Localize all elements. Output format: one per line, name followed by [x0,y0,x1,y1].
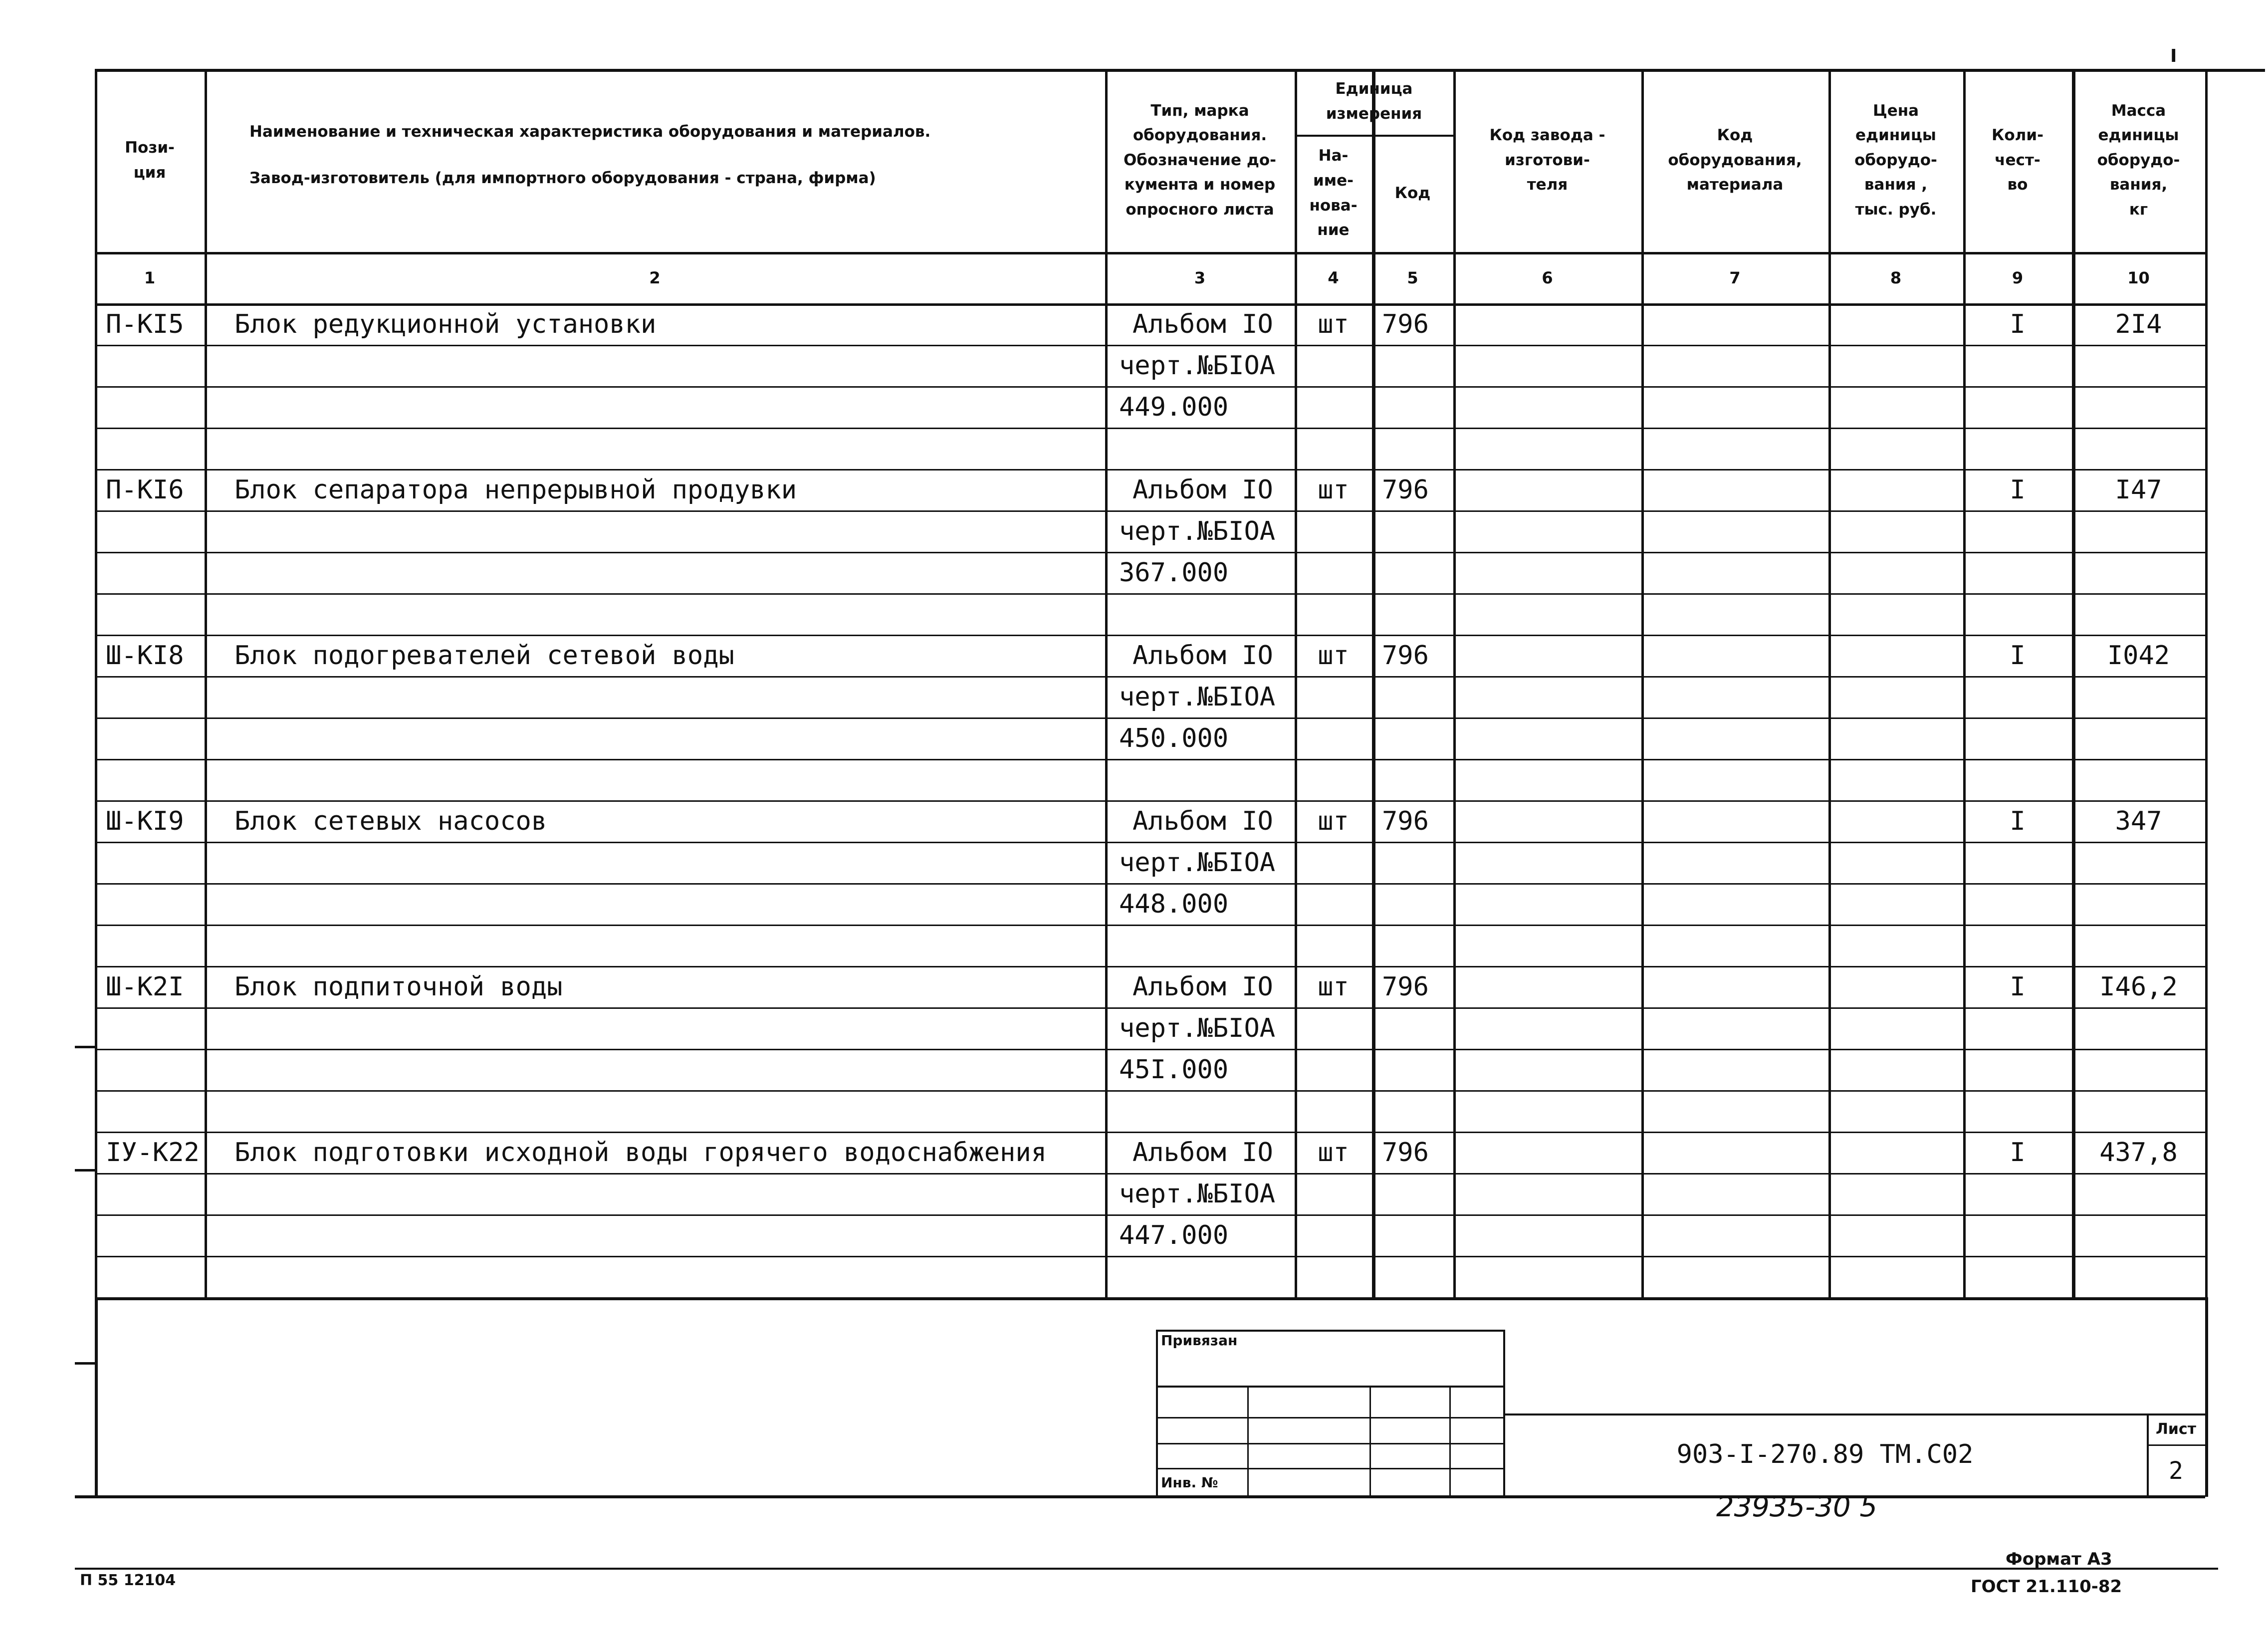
stamp-rule [1369,1386,1371,1495]
item-document: 448.000 [1119,889,1229,919]
item-document: черт.№БIOА [1119,350,1276,381]
header-type-doc: Тип, марка оборудования. Обозначение до- кумента и номер опросного листа [1123,101,1277,219]
item-unit-code: 796 [1382,474,1429,505]
item-document: Альбом IO [1133,640,1273,671]
item-name: Блок сетевых насосов [234,806,547,836]
item-mass: I47 [2115,474,2162,505]
item-unit: шт [1318,806,1349,836]
stamp-privyazan: Привязан [1161,1332,1238,1349]
margin-tick [75,1046,95,1048]
column-number: 10 [2127,268,2150,287]
title-block-right-rule [2205,1297,2208,1497]
item-document: 449.000 [1119,392,1229,422]
item-quantity: I [2010,640,2026,671]
item-position: Ш-К2I [106,971,184,1002]
item-document: Альбом IO [1133,474,1273,505]
row-rule [95,1256,2205,1257]
item-unit-code: 796 [1382,640,1429,671]
stamp-rule [1156,1330,1158,1495]
item-name: Блок подпиточной воды [234,971,563,1002]
item-position: Ш-КI8 [106,640,184,671]
column-number: 4 [1328,268,1339,287]
item-document: черт.№БIOА [1119,1179,1276,1209]
item-position: П-КI5 [106,309,184,339]
header-equipment-code: Код оборудования, материала [1668,126,1802,194]
stamp-rule [1156,1417,1503,1418]
row-rule [95,428,2205,429]
header-unit-name: На- име- нова- ние [1309,147,1358,239]
column-number: 6 [1542,268,1553,287]
header-name: Наименование и техническая характеристика оборудования и материалов. Завод-изготовитель (для импортного оборудования - страна, фирма) [249,123,931,187]
document-designation: 903-I-270.89 ТМ.С02 [1676,1439,1974,1469]
item-quantity: I [2010,1137,2026,1168]
format-label: Формат А3 [2006,1549,2112,1569]
margin-tick [75,1362,95,1365]
column-number: 8 [1890,268,1902,287]
header-manufacturer-code: Код завода - изготови- теля [1489,126,1605,194]
top-rule-extension [2205,69,2265,72]
handwritten-number: 23935-30 5 [1716,1491,1878,1523]
item-unit: шт [1318,1137,1349,1168]
item-unit-code: 796 [1382,309,1429,339]
item-quantity: I [2010,971,2026,1002]
item-document: черт.№БIOА [1119,847,1276,878]
format-rule [75,1568,2218,1570]
item-document: Альбом IO [1133,1137,1273,1168]
header-unit-price: Цена единицы оборудо- вания , тыс. руб. [1854,101,1937,219]
item-document: 367.000 [1119,557,1229,588]
item-document: Альбом IO [1133,971,1273,1002]
header-quantity: Коли- чест- во [1992,126,2043,194]
item-quantity: I [2010,309,2026,339]
item-position: IУ-К22 [106,1137,200,1168]
row-rule [95,925,2205,926]
gost-label: ГОСТ 21.110-82 [1971,1577,2122,1597]
item-document: 447.000 [1119,1220,1229,1250]
item-position: Ш-КI9 [106,806,184,836]
column-number: 7 [1729,268,1741,287]
header-mass: Масса единицы оборудо- вания, кг [2097,101,2180,219]
column-number: 2 [649,268,661,287]
item-quantity: I [2010,806,2026,836]
column-number: 5 [1407,268,1418,287]
item-document: Альбом IO [1133,806,1273,836]
item-document: 450.000 [1119,723,1229,753]
stamp-inv-no: Инв. № [1161,1474,1218,1491]
corner-mark: I [2170,46,2177,66]
item-position: П-КI6 [106,474,184,505]
item-name: Блок сепаратора непрерывной продувки [234,474,797,505]
title-block-top-rule [95,1297,2205,1300]
item-unit-code: 796 [1382,971,1429,1002]
column-number: 3 [1194,268,1206,287]
item-document: Альбом IO [1133,309,1273,339]
sheet-number: 2 [2169,1456,2183,1485]
item-unit-code: 796 [1382,806,1429,836]
item-document: черт.№БIOА [1119,1013,1276,1043]
item-unit: шт [1318,640,1349,671]
stamp-rule [1449,1386,1451,1495]
stamp-rule [1156,1443,1503,1444]
item-unit: шт [1318,309,1349,339]
stamp-rule [1156,1386,1503,1388]
header-unit: Единица измерения [1326,80,1422,123]
item-unit-code: 796 [1382,1137,1429,1168]
item-name: Блок подготовки исходной воды горячего водоснабжения [234,1137,1047,1168]
stamp-rule [1156,1330,1503,1332]
item-quantity: I [2010,474,2026,505]
sheet-label: Лист [2155,1420,2197,1438]
item-name: Блок подогревателей сетевой воды [234,640,734,671]
column-rule [2205,69,2208,1297]
column-number: 9 [2012,268,2024,287]
item-document: черт.№БIOА [1119,682,1276,712]
item-mass: 437,8 [2099,1137,2178,1168]
item-name: Блок редукционной установки [234,309,657,339]
item-mass: 2I4 [2115,309,2162,339]
item-mass: I46,2 [2099,971,2178,1002]
left-code: П 55 12104 [80,1572,176,1589]
item-mass: 347 [2115,806,2162,836]
item-document: черт.№БIOА [1119,516,1276,546]
title-block-left-rule [95,1297,98,1497]
title-block-bottom-rule [75,1495,2205,1498]
row-rule [95,593,2205,595]
row-rule [95,1090,2205,1092]
item-unit: шт [1318,474,1349,505]
header-position: Пози- ция [125,138,175,182]
column-number: 1 [144,268,156,287]
item-unit: шт [1318,971,1349,1002]
margin-tick [75,1169,95,1172]
item-mass: I042 [2107,640,2170,671]
item-document: 45I.000 [1119,1054,1229,1085]
header-unit-code: Код [1394,184,1431,202]
row-rule [95,759,2205,760]
